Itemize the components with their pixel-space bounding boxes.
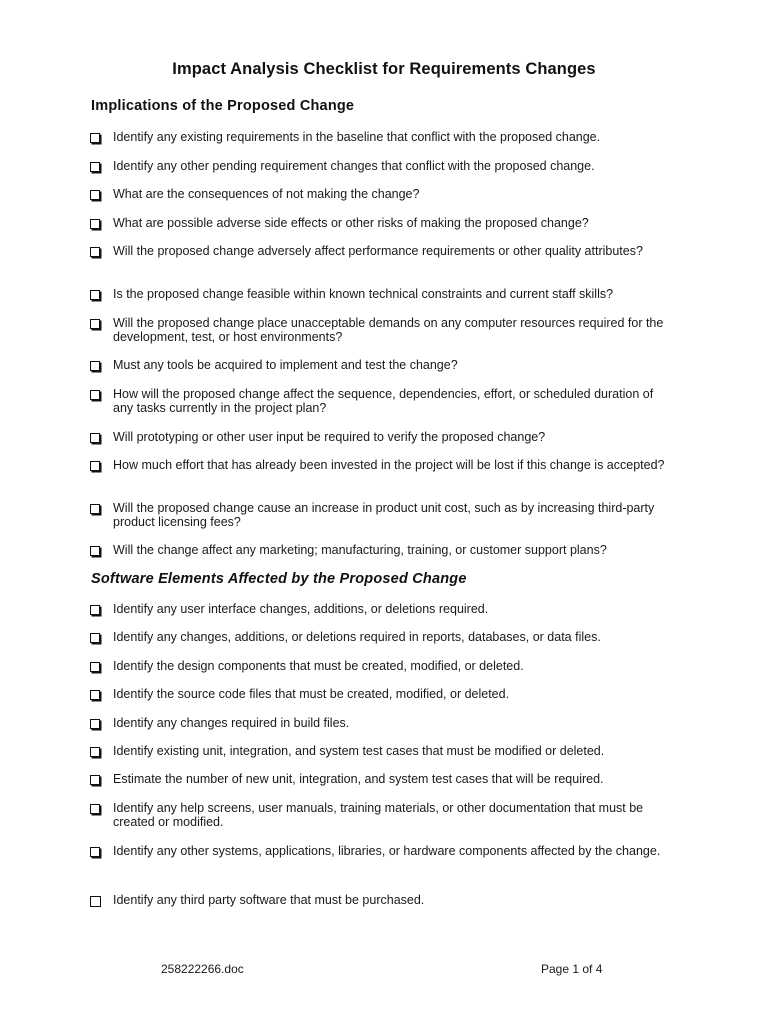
checklist-item-text: What are the consequences of not making the change?: [113, 187, 420, 201]
checklist-item-text: How will the proposed change affect the sequence, dependencies, effort, or scheduled duration of any tasks currently in the project plan?: [113, 387, 654, 415]
checkbox-icon[interactable]: [90, 390, 100, 400]
checkbox-icon[interactable]: [90, 546, 100, 556]
checklist-item-text: Identify the design components that must be created, modified, or deleted.: [113, 659, 524, 673]
checklist-item-text: Identify existing unit, integration, and system test cases that must be modified or deleted.: [113, 744, 605, 758]
footer-filename: 258222266.doc: [161, 962, 244, 976]
checkbox-icon[interactable]: [90, 504, 100, 514]
checklist-item-text: How much effort that has already been invested in the project will be lost if this change is accepted?: [113, 458, 665, 472]
page-title: Impact Analysis Checklist for Requirements Changes: [172, 60, 596, 78]
checkbox-icon[interactable]: [90, 162, 100, 172]
checklist-item-text: Identify any other pending requirement changes that conflict with the proposed change.: [113, 159, 595, 173]
checklist-item-text: Will the proposed change cause an increase in product unit cost, such as by increasing third-party product licensing fees?: [113, 501, 655, 529]
checkbox-icon[interactable]: [90, 719, 100, 729]
checkbox-icon[interactable]: [90, 319, 100, 329]
checkbox-icon[interactable]: [90, 433, 100, 443]
checklist-item-text: Will prototyping or other user input be required to verify the proposed change?: [113, 430, 546, 444]
checklist-item-text: Estimate the number of new unit, integration, and system test cases that will be required.: [113, 772, 604, 786]
checkbox-icon[interactable]: [90, 219, 100, 229]
checklist-item-text: Must any tools be acquired to implement and test the change?: [113, 358, 458, 372]
checkbox-icon[interactable]: [90, 247, 100, 257]
checkbox-icon[interactable]: [90, 804, 100, 814]
checklist-item-text: Is the proposed change feasible within known technical constraints and current staff skills?: [113, 287, 614, 301]
checkbox-icon[interactable]: [90, 361, 100, 371]
checkbox-icon[interactable]: [90, 775, 100, 785]
checklist-item-text: Identify any changes, additions, or deletions required in reports, databases, or data files.: [113, 630, 601, 644]
checklist-item-text: Identify the source code files that must be created, modified, or deleted.: [113, 687, 510, 701]
checklist-item-text: Will the proposed change adversely affect performance requirements or other quality attributes?: [113, 244, 643, 258]
section-heading-implications: Implications of the Proposed Change: [91, 98, 355, 114]
checkbox-icon[interactable]: [90, 605, 100, 615]
checkbox-icon[interactable]: [90, 747, 100, 757]
checklist-item-text: What are possible adverse side effects or other risks of making the proposed change?: [113, 216, 589, 230]
checklist-item-text: Identify any existing requirements in the baseline that conflict with the proposed change.: [113, 130, 601, 144]
checkbox-icon[interactable]: [90, 662, 100, 672]
checkbox-icon[interactable]: [90, 461, 100, 471]
checkbox-icon[interactable]: [90, 190, 100, 200]
checkbox-icon[interactable]: [90, 633, 100, 643]
checklist-item-text: Identify any third party software that must be purchased.: [113, 893, 425, 907]
checklist-item-text: Identify any user interface changes, additions, or deletions required.: [113, 602, 489, 616]
checklist-item-text: Identify any help screens, user manuals, training materials, or other documentation that must be created or modified.: [113, 801, 644, 829]
checkbox-icon[interactable]: [90, 847, 100, 857]
checkbox-icon[interactable]: [90, 290, 100, 300]
checklist-item-text: Will the change affect any marketing; manufacturing, training, or customer support plans?: [113, 543, 607, 557]
checkbox-icon[interactable]: [90, 896, 101, 907]
checkbox-icon[interactable]: [90, 133, 100, 143]
checklist-item-text: Identify any other systems, applications, libraries, or hardware components affected by the change.: [113, 844, 661, 858]
checkbox-icon[interactable]: [90, 690, 100, 700]
section-heading-software-elements: Software Elements Affected by the Proposed Change: [91, 571, 467, 587]
footer-page-number: Page 1 of 4: [541, 962, 603, 976]
checklist-item-text: Identify any changes required in build files.: [113, 716, 350, 730]
checklist-item-text: Will the proposed change place unacceptable demands on any computer resources required for the development, test, or host environments?: [113, 316, 664, 344]
